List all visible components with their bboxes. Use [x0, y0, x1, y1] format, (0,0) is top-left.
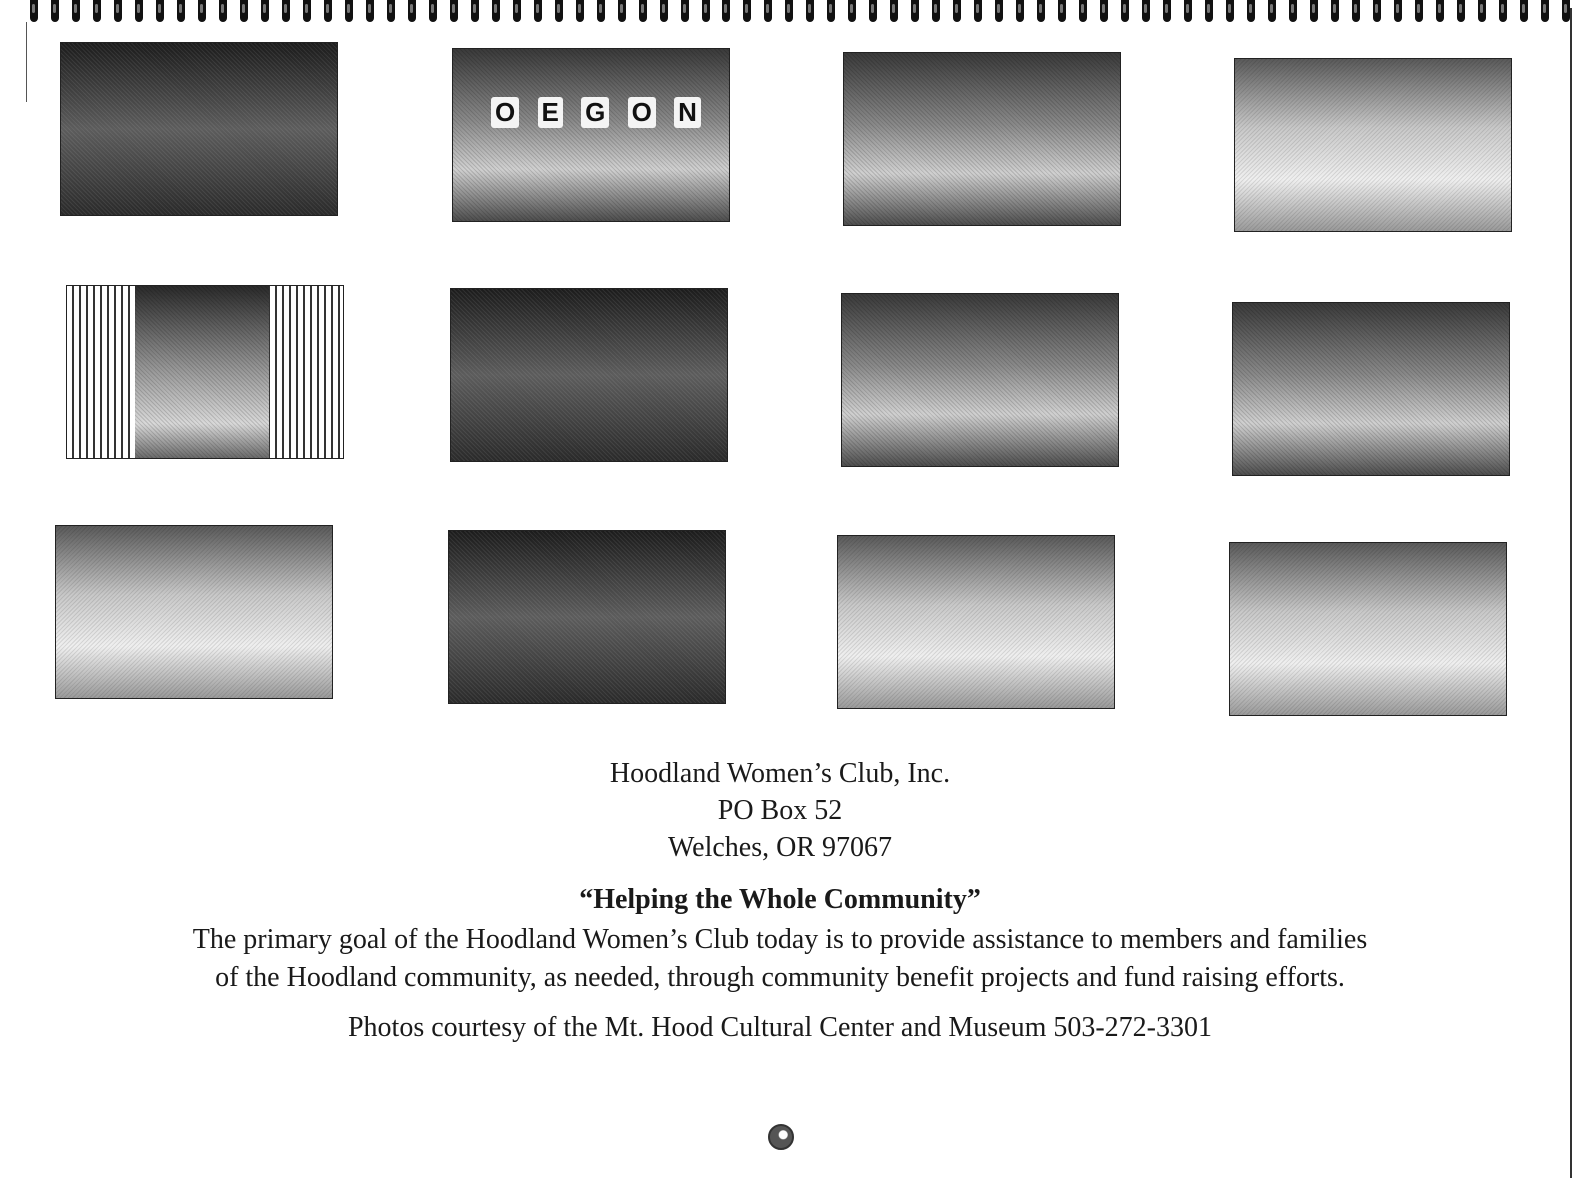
spiral-coil [429, 0, 437, 22]
logo-icon [768, 1124, 794, 1150]
spiral-coil [660, 0, 668, 22]
spiral-coil [702, 0, 710, 22]
spiral-coil [1247, 0, 1255, 22]
spiral-coil [1541, 0, 1549, 22]
page-edge-right [1570, 8, 1572, 1178]
photo-framed-doorway [66, 285, 344, 459]
oregon-letter: N [674, 97, 701, 128]
oregon-letter: G [581, 97, 609, 128]
spiral-coil [345, 0, 353, 22]
photo-store-interior [60, 42, 338, 216]
spiral-coil [1331, 0, 1339, 22]
spiral-coil [51, 0, 59, 22]
spiral-coil [827, 0, 835, 22]
spiral-coil [1415, 0, 1423, 22]
spiral-coil [1289, 0, 1297, 22]
spiral-coil [932, 0, 940, 22]
spiral-coil [1520, 0, 1528, 22]
spiral-coil [450, 0, 458, 22]
spiral-coil [30, 0, 38, 22]
spiral-coil [1373, 0, 1381, 22]
spiral-coil [1037, 0, 1045, 22]
spiral-coil [995, 0, 1003, 22]
spiral-coil [513, 0, 521, 22]
spiral-coil [387, 0, 395, 22]
spiral-coil [681, 0, 689, 22]
description-line-1: The primary goal of the Hoodland Women’s Club today is to provide assistance to members and families [192, 924, 1368, 955]
address-line-name: Hoodland Women’s Club, Inc. [609, 758, 951, 789]
spiral-coil [1205, 0, 1213, 22]
photo-group-on-bridge [1232, 302, 1510, 476]
spiral-coil [408, 0, 416, 22]
spiral-coil [1100, 0, 1108, 22]
spiral-coil [764, 0, 772, 22]
photo-oregon-group [452, 48, 730, 222]
spiral-coil [785, 0, 793, 22]
spiral-coil [156, 0, 164, 22]
spiral-coil [198, 0, 206, 22]
spiral-coil [743, 0, 751, 22]
photo-cabin-porch [448, 530, 726, 704]
spiral-coil [261, 0, 269, 22]
spiral-coil [1163, 0, 1171, 22]
spiral-coil [974, 0, 982, 22]
description-line-2: of the Hoodland community, as needed, through community benefit projects and fund raising efforts. [215, 962, 1345, 993]
spiral-coil [1142, 0, 1150, 22]
spiral-coil [492, 0, 500, 22]
spiral-coil [1562, 0, 1570, 22]
spiral-coil [1079, 0, 1087, 22]
spiral-coil [471, 0, 479, 22]
spiral-coil [303, 0, 311, 22]
spiral-coil [639, 0, 647, 22]
spiral-coil [135, 0, 143, 22]
spiral-coil [618, 0, 626, 22]
spiral-coil [72, 0, 80, 22]
spiral-coil [806, 0, 814, 22]
address-line-city: Welches, OR 97067 [667, 832, 893, 863]
spiral-coil [869, 0, 877, 22]
spiral-coil [1499, 0, 1507, 22]
spiral-coil [534, 0, 542, 22]
photo-women-with-dog [843, 52, 1121, 226]
spiral-coil [890, 0, 898, 22]
oregon-letter: E [538, 97, 563, 128]
spiral-coil [576, 0, 584, 22]
spiral-coil [911, 0, 919, 22]
page-edge-left [26, 22, 27, 102]
photo-river-fishing [450, 288, 728, 462]
photo-credit: Photos courtesy of the Mt. Hood Cultural Center and Museum 503-272-3301 [347, 1012, 1212, 1043]
spiral-coil [240, 0, 248, 22]
spiral-coil [1457, 0, 1465, 22]
spiral-coil [93, 0, 101, 22]
spiral-coil [1058, 0, 1066, 22]
photo-children-by-river [1234, 58, 1512, 232]
oregon-letters [491, 97, 701, 128]
spiral-coil [1352, 0, 1360, 22]
spiral-binding [30, 0, 1570, 26]
spiral-coil [282, 0, 290, 22]
spiral-coil [1394, 0, 1402, 22]
spiral-coil [1310, 0, 1318, 22]
spiral-coil [114, 0, 122, 22]
slogan: “Helping the Whole Community” [579, 884, 981, 915]
spiral-coil [597, 0, 605, 22]
oregon-letter: O [491, 97, 519, 128]
spiral-coil [324, 0, 332, 22]
spiral-coil [1016, 0, 1024, 22]
spiral-coil [848, 0, 856, 22]
photo-lookout-tower [837, 535, 1115, 709]
spiral-coil [1184, 0, 1192, 22]
spiral-coil [1121, 0, 1129, 22]
photo-river-rocks [841, 293, 1119, 467]
spiral-coil [1436, 0, 1444, 22]
spiral-coil [1268, 0, 1276, 22]
oregon-letter: O [628, 97, 656, 128]
photo-lodge-in-forest [55, 525, 333, 699]
spiral-coil [177, 0, 185, 22]
spiral-coil [722, 0, 730, 22]
spiral-coil [1478, 0, 1486, 22]
spiral-coil [366, 0, 374, 22]
spiral-coil [1226, 0, 1234, 22]
spiral-coil [219, 0, 227, 22]
address-line-pobox: PO Box 52 [717, 795, 843, 826]
spiral-coil [555, 0, 563, 22]
doorway-scene [135, 286, 269, 458]
spiral-coil [953, 0, 961, 22]
photo-snow-parking [1229, 542, 1507, 716]
